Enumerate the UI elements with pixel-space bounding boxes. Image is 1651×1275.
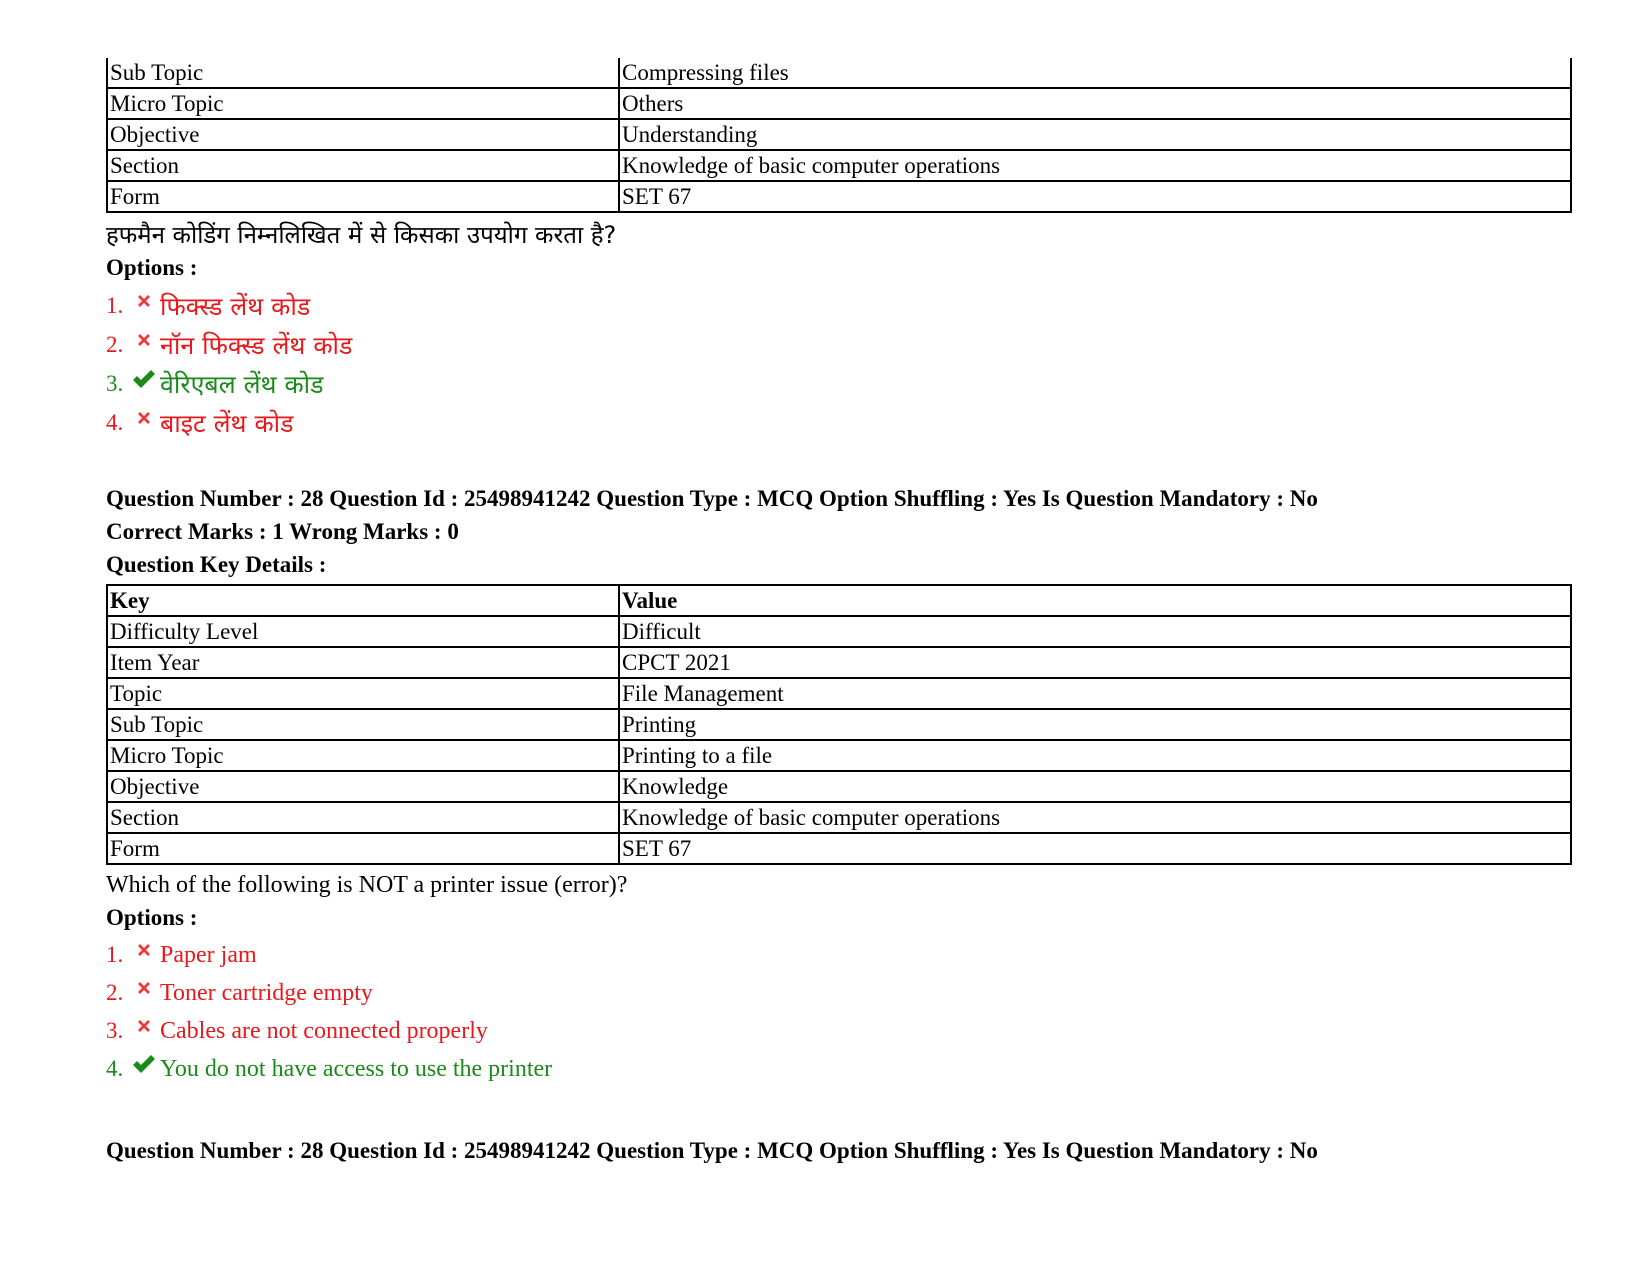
cross-icon bbox=[130, 942, 158, 958]
table-row bbox=[107, 802, 1571, 833]
option-item bbox=[106, 403, 1573, 442]
option-text: Toner cartridge empty bbox=[160, 979, 373, 1006]
table-header-value: Value bbox=[619, 585, 1571, 616]
options-list-1 bbox=[106, 286, 1573, 442]
option-number: 4. bbox=[106, 1056, 124, 1081]
option-number: 1. bbox=[106, 292, 124, 318]
table-header-key: Key bbox=[107, 585, 619, 616]
key-details-label: Question Key Details : bbox=[106, 552, 327, 577]
table-row bbox=[107, 181, 1571, 212]
table-key: Sub Topic bbox=[107, 58, 619, 88]
option-text: You do not have access to use the printer bbox=[160, 1055, 553, 1082]
table-value: Printing bbox=[619, 709, 1571, 740]
table-key: Topic bbox=[107, 678, 619, 709]
table-key: Form bbox=[107, 181, 619, 212]
cross-icon bbox=[130, 1018, 158, 1034]
cross-icon bbox=[130, 293, 158, 309]
table-key: Section bbox=[107, 802, 619, 833]
table-row bbox=[107, 119, 1571, 150]
table-value: Difficult bbox=[619, 616, 1571, 647]
table-value: Knowledge bbox=[619, 771, 1571, 802]
table-row bbox=[107, 771, 1571, 802]
option-number: 2. bbox=[106, 331, 124, 357]
option-number: 4. bbox=[106, 409, 124, 435]
table-key: Difficulty Level bbox=[107, 616, 619, 647]
table-value: SET 67 bbox=[619, 833, 1571, 864]
table-row bbox=[107, 88, 1571, 119]
option-item bbox=[106, 364, 1573, 403]
option-number: 1. bbox=[106, 942, 124, 967]
table-row bbox=[107, 647, 1571, 678]
table-key: Form bbox=[107, 833, 619, 864]
question-text-hindi: हफमैन कोडिंग निम्नलिखित में से किसका उपयोग करता है? bbox=[106, 221, 617, 249]
table-key: Objective bbox=[107, 119, 619, 150]
table-row bbox=[107, 150, 1571, 181]
option-number: 2. bbox=[106, 980, 124, 1005]
option-item bbox=[106, 325, 1573, 364]
table-row bbox=[107, 740, 1571, 771]
table-value: File Management bbox=[619, 678, 1571, 709]
table-row bbox=[107, 58, 1571, 88]
option-text: वेरिएबल लेंथ कोड bbox=[160, 369, 324, 399]
table-value: Knowledge of basic computer operations bbox=[619, 802, 1571, 833]
table-row bbox=[107, 678, 1571, 709]
table-key: Item Year bbox=[107, 647, 619, 678]
question-meta-line: Question Number : 28 Question Id : 25498941242 Question Type : MCQ Option Shuffling : Yes Is Question Mandatory : No bbox=[106, 1138, 1318, 1163]
option-item bbox=[106, 286, 1573, 325]
option-number: 3. bbox=[106, 1018, 124, 1043]
table-row bbox=[107, 616, 1571, 647]
table-value: Knowledge of basic computer operations bbox=[619, 150, 1571, 181]
table-key: Micro Topic bbox=[107, 740, 619, 771]
table-value: Understanding bbox=[619, 119, 1571, 150]
table-row bbox=[107, 833, 1571, 864]
table-value: Compressing files bbox=[619, 58, 1571, 88]
options-list-2 bbox=[106, 936, 1573, 1088]
cross-icon bbox=[130, 980, 158, 996]
option-text: Cables are not connected properly bbox=[160, 1017, 488, 1044]
cross-icon bbox=[130, 332, 158, 348]
check-icon bbox=[130, 1054, 158, 1074]
option-item bbox=[106, 1012, 1573, 1050]
question-text: Which of the following is NOT a printer issue (error)? bbox=[106, 872, 628, 898]
option-text: Paper jam bbox=[160, 941, 257, 968]
table-header-row bbox=[107, 585, 1571, 616]
options-label: Options : bbox=[106, 905, 198, 930]
option-text: बाइट लेंथ कोड bbox=[160, 408, 294, 438]
table-value: SET 67 bbox=[619, 181, 1571, 212]
table-row bbox=[107, 709, 1571, 740]
option-number: 3. bbox=[106, 370, 124, 396]
check-icon bbox=[130, 369, 158, 389]
option-item bbox=[106, 1050, 1573, 1088]
table-key: Objective bbox=[107, 771, 619, 802]
cross-icon bbox=[130, 410, 158, 426]
question-meta-line: Question Number : 28 Question Id : 25498941242 Question Type : MCQ Option Shuffling : Yes Is Question Mandatory : No bbox=[106, 486, 1318, 511]
options-label: Options : bbox=[106, 255, 198, 280]
table-key: Micro Topic bbox=[107, 88, 619, 119]
option-item bbox=[106, 974, 1573, 1012]
table-value: CPCT 2021 bbox=[619, 647, 1571, 678]
option-text: फिक्स्ड लेंथ कोड bbox=[160, 291, 311, 321]
table-value: Others bbox=[619, 88, 1571, 119]
table-key: Section bbox=[107, 150, 619, 181]
marks-line: Correct Marks : 1 Wrong Marks : 0 bbox=[106, 519, 459, 544]
document-page bbox=[106, 58, 1573, 1167]
table-key: Sub Topic bbox=[107, 709, 619, 740]
table-value: Printing to a file bbox=[619, 740, 1571, 771]
option-text: नॉन फिक्स्ड लेंथ कोड bbox=[160, 330, 353, 360]
question-meta-28 bbox=[106, 482, 1573, 581]
question-details-table-1 bbox=[106, 58, 1572, 213]
question-meta-28-repeat bbox=[106, 1134, 1573, 1167]
option-item bbox=[106, 936, 1573, 974]
question-details-table-2 bbox=[106, 584, 1572, 865]
